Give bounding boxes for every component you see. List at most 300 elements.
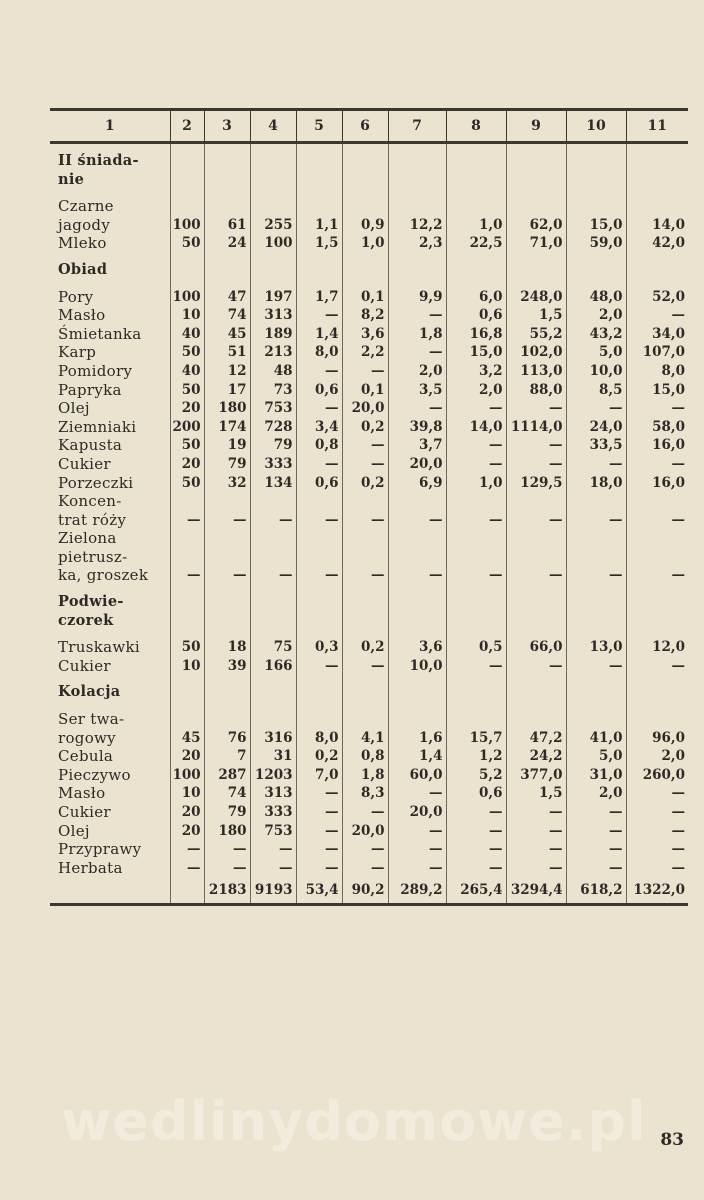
- value-cell-col-2: [170, 877, 204, 905]
- spacer-cell: [296, 280, 342, 288]
- spacer-cell: [446, 280, 506, 288]
- spacer-row: [50, 675, 688, 683]
- value-cell-col-8: 265,4: [446, 877, 506, 905]
- food-name: Ziemniaki: [58, 417, 137, 436]
- value-cell-col-4: 166: [250, 657, 296, 676]
- value-cell-col-2: [170, 548, 204, 567]
- value-cell-col-4: [250, 261, 296, 280]
- value-cell-col-3: 79: [204, 803, 250, 822]
- value-cell-col-4: 753: [250, 399, 296, 418]
- value-cell-col-8: 15,0: [446, 343, 506, 362]
- value-cell-col-4: —: [250, 840, 296, 859]
- table-row: [50, 822, 688, 841]
- spacer-cell: [296, 702, 342, 710]
- value-cell-col-4: 728: [250, 418, 296, 437]
- value-cell-col-10: —: [566, 511, 626, 530]
- value-cell-col-3: —: [204, 840, 250, 859]
- spacer-cell: [296, 630, 342, 638]
- food-name: rogowy: [58, 728, 116, 747]
- value-cell-col-8: —: [446, 840, 506, 859]
- value-cell-col-8: [446, 261, 506, 280]
- spacer-cell: [296, 585, 342, 593]
- value-cell-col-11: [626, 683, 688, 702]
- table-row: [50, 784, 688, 803]
- spacer-cell: [204, 702, 250, 710]
- value-cell-col-9: 24,2: [506, 747, 566, 766]
- spacer-cell: [50, 189, 170, 197]
- value-cell-col-9: —: [506, 455, 566, 474]
- value-cell-col-9: —: [506, 657, 566, 676]
- value-cell-col-4: —: [250, 566, 296, 585]
- value-cell-col-3: 180: [204, 399, 250, 418]
- spacer-row: [50, 702, 688, 710]
- spacer-cell: [446, 630, 506, 638]
- spacer-cell: [170, 280, 204, 288]
- value-cell-col-8: —: [446, 657, 506, 676]
- value-cell-col-2: [170, 683, 204, 702]
- value-cell-col-8: —: [446, 511, 506, 530]
- value-cell-col-10: [566, 492, 626, 511]
- value-cell-col-7: 3,6: [388, 638, 446, 657]
- spacer-cell: [204, 280, 250, 288]
- table-row: [50, 418, 688, 437]
- value-cell-col-5: 8,0: [296, 343, 342, 362]
- spacer-cell: [296, 253, 342, 261]
- value-cell-col-2: 10: [170, 306, 204, 325]
- value-cell-col-7: 3,5: [388, 381, 446, 400]
- value-cell-col-10: [566, 152, 626, 171]
- value-cell-col-4: 333: [250, 803, 296, 822]
- section-heading-row: [50, 612, 688, 631]
- value-cell-col-10: 41,0: [566, 729, 626, 748]
- value-cell-col-7: 6,9: [388, 474, 446, 493]
- spacer-cell: [296, 675, 342, 683]
- value-cell-col-9: [506, 197, 566, 216]
- spacer-cell: [50, 630, 170, 638]
- value-cell-col-4: 1203: [250, 766, 296, 785]
- value-cell-col-7: 2,0: [388, 362, 446, 381]
- value-cell-col-4: [250, 710, 296, 729]
- value-cell-col-5: [296, 152, 342, 171]
- value-cell-col-9: [506, 683, 566, 702]
- value-cell-col-8: —: [446, 822, 506, 841]
- spacer-cell: [388, 143, 446, 153]
- spacer-cell: [626, 630, 688, 638]
- value-cell-col-10: 5,0: [566, 747, 626, 766]
- value-cell-col-6: 3,6: [342, 325, 388, 344]
- food-name: pietrusz-: [58, 547, 128, 566]
- value-cell-col-11: 1322,0: [626, 877, 688, 905]
- value-cell-col-9: [506, 492, 566, 511]
- value-cell-col-10: [566, 593, 626, 612]
- column-header-11: 11: [626, 110, 688, 143]
- value-cell-col-11: —: [626, 399, 688, 418]
- table-row: [50, 747, 688, 766]
- page-number: 83: [660, 1130, 684, 1150]
- spacer-cell: [388, 253, 446, 261]
- value-cell-col-2: —: [170, 566, 204, 585]
- value-cell-col-11: —: [626, 859, 688, 878]
- value-cell-col-2: 45: [170, 729, 204, 748]
- value-cell-col-9: —: [506, 803, 566, 822]
- spacer-cell: [506, 143, 566, 153]
- column-header-7: 7: [388, 110, 446, 143]
- value-cell-col-9: [506, 593, 566, 612]
- value-cell-col-8: [446, 548, 506, 567]
- value-cell-col-4: 100: [250, 234, 296, 253]
- food-name: jagody: [58, 215, 111, 234]
- spacer-cell: [170, 253, 204, 261]
- table-row: [50, 859, 688, 878]
- value-cell-col-3: 76: [204, 729, 250, 748]
- value-cell-col-11: —: [626, 455, 688, 474]
- value-cell-col-6: 20,0: [342, 399, 388, 418]
- value-cell-col-7: 1,4: [388, 747, 446, 766]
- value-cell-col-7: 60,0: [388, 766, 446, 785]
- table-row: [50, 216, 688, 235]
- value-cell-col-6: 0,2: [342, 418, 388, 437]
- value-cell-col-2: 200: [170, 418, 204, 437]
- value-cell-col-10: 2,0: [566, 306, 626, 325]
- value-cell-col-8: [446, 710, 506, 729]
- table-row: [50, 840, 688, 859]
- spacer-cell: [388, 280, 446, 288]
- value-cell-col-4: [250, 529, 296, 548]
- value-cell-col-3: 17: [204, 381, 250, 400]
- value-cell-col-6: —: [342, 436, 388, 455]
- value-cell-col-9: [506, 261, 566, 280]
- value-cell-col-11: 16,0: [626, 436, 688, 455]
- value-cell-col-3: 74: [204, 306, 250, 325]
- value-cell-col-6: —: [342, 657, 388, 676]
- table-row: [50, 492, 688, 511]
- value-cell-col-7: 12,2: [388, 216, 446, 235]
- spacer-cell: [250, 253, 296, 261]
- value-cell-col-6: 0,8: [342, 747, 388, 766]
- spacer-cell: [506, 675, 566, 683]
- spacer-cell: [566, 585, 626, 593]
- column-header-2: 2: [170, 110, 204, 143]
- spacer-cell: [342, 143, 388, 153]
- value-cell-col-3: 180: [204, 822, 250, 841]
- value-cell-col-4: —: [250, 859, 296, 878]
- value-cell-col-4: 255: [250, 216, 296, 235]
- section-heading-row: [50, 152, 688, 171]
- value-cell-col-7: 2,3: [388, 234, 446, 253]
- value-cell-col-8: [446, 529, 506, 548]
- food-name: Herbata: [58, 858, 123, 877]
- value-cell-col-10: [566, 197, 626, 216]
- spacer-cell: [204, 143, 250, 153]
- value-cell-col-5: —: [296, 657, 342, 676]
- value-cell-col-10: —: [566, 803, 626, 822]
- value-cell-col-4: 9193: [250, 877, 296, 905]
- section-heading-row: [50, 171, 688, 190]
- value-cell-col-7: —: [388, 840, 446, 859]
- value-cell-col-7: [388, 152, 446, 171]
- spacer-cell: [566, 189, 626, 197]
- value-cell-col-4: 134: [250, 474, 296, 493]
- table-row: [50, 803, 688, 822]
- value-cell-col-10: —: [566, 822, 626, 841]
- spacer-cell: [296, 143, 342, 153]
- spacer-cell: [506, 189, 566, 197]
- value-cell-col-8: 14,0: [446, 418, 506, 437]
- column-header-10: 10: [566, 110, 626, 143]
- value-cell-col-5: [296, 612, 342, 631]
- value-cell-col-4: 313: [250, 784, 296, 803]
- value-cell-col-8: [446, 152, 506, 171]
- section-heading-row: [50, 683, 688, 702]
- value-cell-col-7: 1,8: [388, 325, 446, 344]
- value-cell-col-10: [566, 710, 626, 729]
- value-cell-col-5: [296, 548, 342, 567]
- spacer-cell: [626, 280, 688, 288]
- value-cell-col-11: 107,0: [626, 343, 688, 362]
- value-cell-col-2: 20: [170, 822, 204, 841]
- section-heading: czorek: [58, 611, 114, 629]
- value-cell-col-9: 1,5: [506, 784, 566, 803]
- value-cell-col-5: 0,2: [296, 747, 342, 766]
- value-cell-col-5: —: [296, 566, 342, 585]
- value-cell-col-6: [342, 152, 388, 171]
- value-cell-col-9: —: [506, 566, 566, 585]
- value-cell-col-10: 8,5: [566, 381, 626, 400]
- spacer-cell: [50, 280, 170, 288]
- value-cell-col-5: [296, 683, 342, 702]
- value-cell-col-11: —: [626, 840, 688, 859]
- value-cell-col-5: 1,1: [296, 216, 342, 235]
- value-cell-col-9: 113,0: [506, 362, 566, 381]
- value-cell-col-5: 1,7: [296, 288, 342, 307]
- food-name: Cukier: [58, 656, 111, 675]
- value-cell-col-6: —: [342, 566, 388, 585]
- value-cell-col-2: 50: [170, 343, 204, 362]
- food-name: Zielona: [58, 529, 117, 548]
- value-cell-col-10: 18,0: [566, 474, 626, 493]
- value-cell-col-4: 73: [250, 381, 296, 400]
- spacer-cell: [342, 189, 388, 197]
- value-cell-col-6: [342, 710, 388, 729]
- value-cell-col-9: 3294,4: [506, 877, 566, 905]
- value-cell-col-7: 10,0: [388, 657, 446, 676]
- value-cell-col-3: 2183: [204, 877, 250, 905]
- value-cell-col-8: [446, 683, 506, 702]
- value-cell-col-3: 61: [204, 216, 250, 235]
- value-cell-col-11: 12,0: [626, 638, 688, 657]
- spacer-cell: [446, 253, 506, 261]
- value-cell-col-4: 753: [250, 822, 296, 841]
- value-cell-col-11: [626, 710, 688, 729]
- value-cell-col-5: —: [296, 455, 342, 474]
- value-cell-col-2: [170, 152, 204, 171]
- spacer-cell: [626, 143, 688, 153]
- value-cell-col-11: —: [626, 566, 688, 585]
- value-cell-col-5: 1,4: [296, 325, 342, 344]
- value-cell-col-11: [626, 612, 688, 631]
- value-cell-col-7: [388, 593, 446, 612]
- spacer-cell: [626, 585, 688, 593]
- spacer-cell: [388, 702, 446, 710]
- value-cell-col-2: [170, 492, 204, 511]
- value-cell-col-7: —: [388, 859, 446, 878]
- table-row: [50, 529, 688, 548]
- column-header-4: 4: [250, 110, 296, 143]
- food-name: Kapusta: [58, 436, 123, 455]
- spacer-cell: [50, 702, 170, 710]
- value-cell-col-5: —: [296, 784, 342, 803]
- value-cell-col-7: [388, 261, 446, 280]
- spacer-cell: [296, 189, 342, 197]
- value-cell-col-7: 20,0: [388, 455, 446, 474]
- spacer-cell: [388, 585, 446, 593]
- value-cell-col-7: 9,9: [388, 288, 446, 307]
- value-cell-col-11: [626, 548, 688, 567]
- spacer-cell: [250, 189, 296, 197]
- watermark: wedlinydomowe.pl: [61, 1090, 647, 1153]
- value-cell-col-2: 20: [170, 747, 204, 766]
- value-cell-col-6: 0,2: [342, 474, 388, 493]
- value-cell-col-2: —: [170, 511, 204, 530]
- spacer-cell: [342, 280, 388, 288]
- value-cell-col-11: [626, 261, 688, 280]
- spacer-cell: [506, 585, 566, 593]
- value-cell-col-9: —: [506, 822, 566, 841]
- value-cell-col-7: 20,0: [388, 803, 446, 822]
- value-cell-col-2: 100: [170, 216, 204, 235]
- value-cell-col-7: [388, 612, 446, 631]
- value-cell-col-8: —: [446, 859, 506, 878]
- spacer-cell: [388, 675, 446, 683]
- spacer-cell: [170, 189, 204, 197]
- value-cell-col-2: 20: [170, 455, 204, 474]
- value-cell-col-6: —: [342, 840, 388, 859]
- nutrition-table: [50, 108, 688, 906]
- value-cell-col-3: [204, 197, 250, 216]
- header-row: [50, 110, 688, 143]
- value-cell-col-10: —: [566, 859, 626, 878]
- value-cell-col-2: 10: [170, 784, 204, 803]
- table-row: [50, 325, 688, 344]
- value-cell-col-4: 75: [250, 638, 296, 657]
- section-heading: Obiad: [58, 260, 108, 278]
- food-name: Pomidory: [58, 361, 133, 380]
- value-cell-col-9: [506, 612, 566, 631]
- spacer-cell: [506, 280, 566, 288]
- value-cell-col-5: —: [296, 822, 342, 841]
- value-cell-col-8: —: [446, 803, 506, 822]
- value-cell-col-9: —: [506, 436, 566, 455]
- value-cell-col-5: —: [296, 803, 342, 822]
- food-name: ka, groszek: [58, 566, 149, 585]
- value-cell-col-9: 1,5: [506, 306, 566, 325]
- value-cell-col-5: —: [296, 840, 342, 859]
- table-row: [50, 638, 688, 657]
- value-cell-col-3: 18: [204, 638, 250, 657]
- value-cell-col-5: 0,6: [296, 381, 342, 400]
- value-cell-col-3: —: [204, 566, 250, 585]
- value-cell-col-2: [170, 593, 204, 612]
- table-row: [50, 766, 688, 785]
- value-cell-col-9: [506, 171, 566, 190]
- spacer-cell: [170, 585, 204, 593]
- value-cell-col-3: 7: [204, 747, 250, 766]
- value-cell-col-2: 50: [170, 234, 204, 253]
- value-cell-col-6: 0,2: [342, 638, 388, 657]
- spacer-cell: [566, 702, 626, 710]
- value-cell-col-9: [506, 710, 566, 729]
- value-cell-col-3: —: [204, 859, 250, 878]
- value-cell-col-4: 48: [250, 362, 296, 381]
- column-header-9: 9: [506, 110, 566, 143]
- value-cell-col-9: —: [506, 859, 566, 878]
- value-cell-col-2: —: [170, 840, 204, 859]
- value-cell-col-11: 96,0: [626, 729, 688, 748]
- value-cell-col-8: 0,5: [446, 638, 506, 657]
- value-cell-col-4: 31: [250, 747, 296, 766]
- value-cell-col-9: [506, 529, 566, 548]
- value-cell-col-6: 8,3: [342, 784, 388, 803]
- food-name: Cukier: [58, 803, 111, 821]
- value-cell-col-8: —: [446, 566, 506, 585]
- value-cell-col-8: 15,7: [446, 729, 506, 748]
- spacer-cell: [506, 253, 566, 261]
- value-cell-col-10: [566, 612, 626, 631]
- value-cell-col-4: [250, 171, 296, 190]
- value-cell-col-8: 0,6: [446, 784, 506, 803]
- spacer-cell: [566, 675, 626, 683]
- value-cell-col-2: [170, 197, 204, 216]
- value-cell-col-2: 50: [170, 638, 204, 657]
- spacer-cell: [170, 630, 204, 638]
- value-cell-col-4: 213: [250, 343, 296, 362]
- value-cell-col-7: —: [388, 511, 446, 530]
- value-cell-col-6: [342, 261, 388, 280]
- food-name: Masło: [58, 784, 106, 803]
- table-row: [50, 729, 688, 748]
- value-cell-col-11: [626, 593, 688, 612]
- value-cell-col-3: [204, 529, 250, 548]
- value-cell-col-8: [446, 612, 506, 631]
- value-cell-col-9: 377,0: [506, 766, 566, 785]
- table-row: [50, 511, 688, 530]
- spacer-cell: [342, 585, 388, 593]
- value-cell-col-3: [204, 548, 250, 567]
- value-cell-col-3: [204, 612, 250, 631]
- food-name: Cukier: [58, 454, 111, 473]
- value-cell-col-11: 15,0: [626, 381, 688, 400]
- table-row: [50, 548, 688, 567]
- spacer-cell: [250, 585, 296, 593]
- spacer-cell: [204, 189, 250, 197]
- value-cell-col-6: 0,1: [342, 288, 388, 307]
- table-row: [50, 566, 688, 585]
- section-heading-row: [50, 593, 688, 612]
- spacer-cell: [342, 253, 388, 261]
- value-cell-col-11: 8,0: [626, 362, 688, 381]
- value-cell-col-9: 62,0: [506, 216, 566, 235]
- value-cell-col-5: [296, 197, 342, 216]
- table-row: [50, 455, 688, 474]
- value-cell-col-9: 66,0: [506, 638, 566, 657]
- value-cell-col-4: 79: [250, 436, 296, 455]
- spacer-cell: [250, 675, 296, 683]
- spacer-cell: [566, 280, 626, 288]
- value-cell-col-2: 40: [170, 325, 204, 344]
- value-cell-col-10: [566, 529, 626, 548]
- value-cell-col-5: —: [296, 859, 342, 878]
- value-cell-col-10: —: [566, 399, 626, 418]
